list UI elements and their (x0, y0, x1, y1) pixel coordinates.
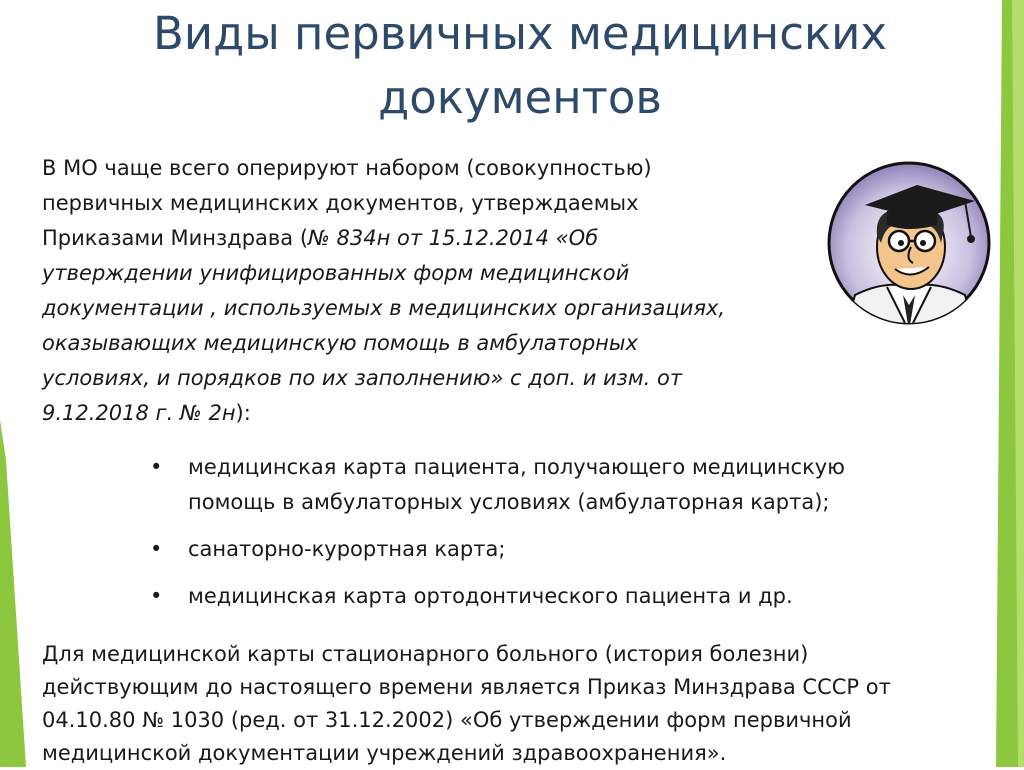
decorative-green-wedge (0, 420, 26, 767)
intro-line: Приказами Минздрава ( (42, 226, 309, 250)
order-reference-italic: условиях, и порядков по их заполнению» с доп. и изм. от (42, 366, 683, 390)
list-item: • санаторно-курортная карта; (148, 532, 948, 567)
closing-line: 04.10.80 № 1030 (ред. от 31.12.2002) «Об утверждении форм первичной (42, 708, 852, 732)
list-item: • медицинская карта ортодонтического пациента и др. (148, 579, 948, 614)
order-reference-italic: № 834н от 15.12.2014 «Об (308, 226, 599, 250)
order-reference-italic: оказывающих медицинскую помощь в амбулаторных (42, 331, 638, 355)
slide-title (120, 2, 920, 130)
document-list (148, 450, 948, 626)
list-item: • медицинская карта пациента, получающего медицинскую помощь в амбулаторных условиях (амбулаторная карта); (148, 450, 948, 520)
order-reference-italic: документации , используемых в медицинских организациях, (42, 296, 726, 320)
intro-closing: ): (235, 401, 251, 425)
order-reference-italic: утверждении унифицированных форм медицинской (42, 261, 630, 285)
intro-line: первичных медицинских документов, утверждаемых (42, 191, 639, 215)
closing-line: медицинской документации учреждений здравоохранения». (42, 741, 727, 765)
professor-avatar-icon (825, 155, 993, 331)
order-reference-italic: 9.12.2018 г. № 2н (42, 401, 236, 425)
intro-line: В МО чаще всего оперируют набором (совокупностью) (42, 156, 652, 180)
intro-paragraph (42, 151, 812, 431)
decorative-green-bar (988, 0, 1024, 767)
closing-line: Для медицинской карты стационарного больного (история болезни) (42, 642, 809, 666)
title-line-1: Виды первичных медицинских (152, 7, 888, 60)
title-line-2: документов (378, 71, 662, 124)
closing-paragraph (42, 638, 962, 770)
closing-line: действующим до настоящего времени является Приказ Минздрава СССР от (42, 675, 891, 699)
